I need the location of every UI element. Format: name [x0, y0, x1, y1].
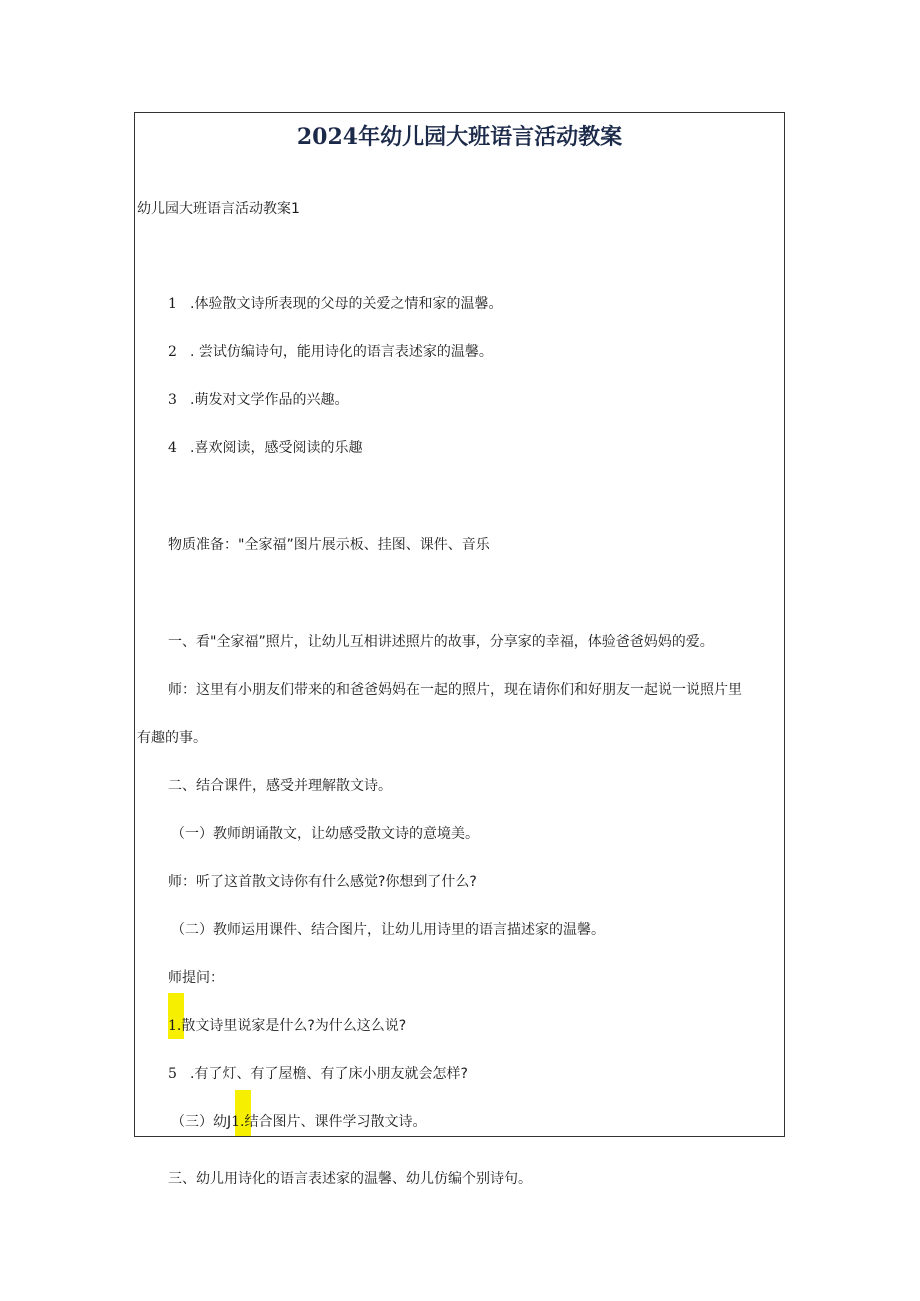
question-number: 1.: [168, 1018, 182, 1034]
step-3: 三、幼儿用诗化的语言表述家的温馨、幼儿仿编个别诗句。: [168, 1171, 532, 1187]
question-2: [168, 1065, 468, 1083]
goal-text: .萌发对文学作品的兴趣。: [190, 392, 349, 408]
goal-text: .体验散文诗所表现的父母的关爱之情和家的温馨。: [190, 296, 503, 312]
step-text-pre: （三）幼J: [171, 1114, 232, 1130]
goal-item-2: [168, 343, 493, 361]
teacher-line-2: 师：听了这首散文诗你有什么感觉?你想到了什么?: [168, 874, 477, 890]
goal-item-3: [168, 391, 348, 409]
goal-text: . 尝试仿编诗句，能用诗化的语言表述家的温馨。: [190, 344, 493, 360]
step-2-3: [171, 1113, 427, 1131]
goal-number: 1: [168, 296, 177, 312]
page-frame: [134, 112, 785, 1137]
goal-text: .喜欢阅读，感受阅读的乐趣: [190, 440, 363, 456]
step-2-1: （一）教师朗诵散文，让幼感受散文诗的意境美。: [171, 826, 479, 842]
question-text: 散文诗里说家是什么?为什么这么说?: [181, 1018, 407, 1034]
section-subtitle: 幼儿园大班语言活动教案1: [137, 201, 300, 217]
question-text: .有了灯、有了屋檐、有了床小朋友就会怎样?: [190, 1066, 468, 1082]
teacher-ask-label: 师提问：: [168, 970, 224, 986]
step-text-post: 结合图片、课件学习散文诗。: [244, 1114, 427, 1130]
highlighted-number: 1.: [231, 1114, 245, 1130]
teacher-line-1: 师：这里有小朋友们带来的和爸爸妈妈在一起的照片，现在请你们和好朋友一起说一说照片里: [168, 682, 742, 698]
goal-number: 3: [168, 392, 177, 408]
step-2-2: （二）教师运用课件、结合图片，让幼儿用诗里的语言描述家的温馨。: [171, 922, 605, 938]
goal-item-4: [168, 439, 362, 457]
materials-line: 物质准备："全家福”图片展示板、挂图、课件、音乐: [168, 537, 490, 553]
document-title: 2024年幼儿园大班语言活动教案: [296, 124, 623, 150]
teacher-line-1-cont: 有趣的事。: [137, 730, 207, 746]
question-1: [168, 1017, 406, 1035]
step-1: 一、看"全家福”照片，让幼儿互相讲述照片的故事，分享家的幸福，体验爸爸妈妈的爱。: [168, 634, 714, 650]
goal-number: 4: [168, 440, 177, 456]
goal-number: 2: [168, 344, 177, 360]
goal-item-1: [168, 295, 502, 313]
step-2: 二、结合课件，感受并理解散文诗。: [168, 778, 392, 794]
question-number: 5: [168, 1066, 177, 1082]
